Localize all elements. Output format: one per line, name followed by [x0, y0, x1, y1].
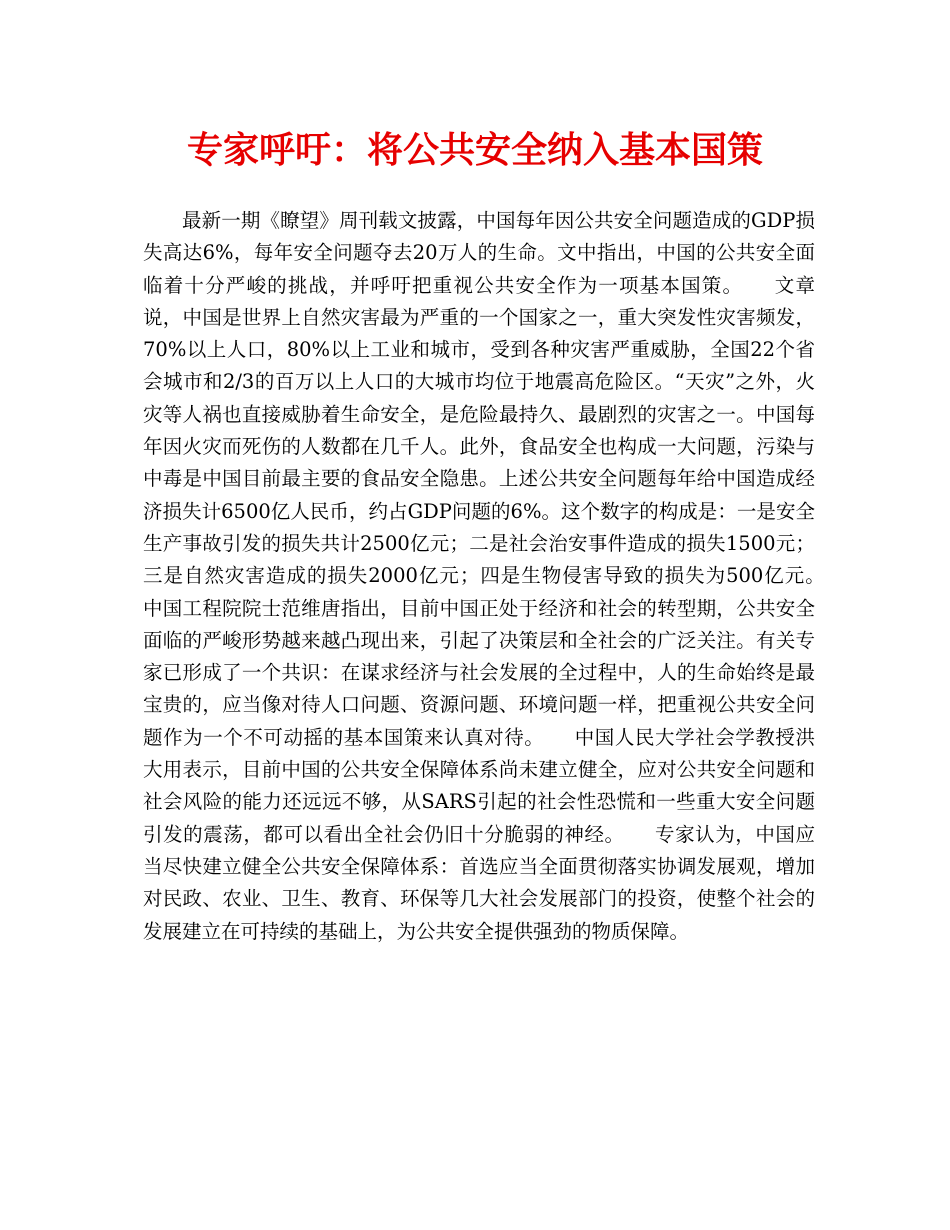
document-title: 专家呼吁：将公共安全纳入基本国策 — [186, 129, 763, 171]
document-body-paragraph: 最新一期《瞭望》周刊载文披露，中国每年因公共安全问题造成的GDP损失高达6%，每年安全问题夺去20万人的生命。文中指出，中国的公共安全面临着十分严峻的挑战，并呼吁把重视公共安全作为一项基本国策。 文章说，中国是世界上自然灾害最为严重的一个国家之一，重大突发性灾害频发，70%以上人口，80%以上工业和城市，受到各种灾害严重威胁，全国22个省会城市和2/3的百万以上人口的大城市均位于地震高危险区。“天灾”之外，火灾等人祸也直接威胁着生命安全，是危险最持久、最剧烈的灾害之一。中国每年因火灾而死伤的人数都在几千人。此外，食品安全也构成一大问题，污染与中毒是中国目前最主要的食品安全隐患。上述公共安全问题每年给中国造成经济损失计6500亿人民币，约占GDP问题的6%。这个数字的构成是：一是安全生产事故引发的损失共计2500亿元；二是社会治安事件造成的损失1500元；三是自然灾害造成的损失2000亿元；四是生物侵害导致的损失为500亿元。 中国工程院院士范维唐指出，目前中国正处于经济和社会的转型期，公共安全面临的严峻形势越来越凸现出来，引起了决策层和全社会的广泛关注。有关专家已形成了一个共识：在谋求经济与社会发展的全过程中，人的生命始终是最宝贵的，应当像对待人口问题、资源问题、环境问题一样，把重视公共安全问题作为一个不可动摇的基本国策来认真对待。 中国人民大学社会学教授洪大用表示，目前中国的公共安全保障体系尚未建立健全，应对公共安全问题和社会风险的能力还远远不够，从SARS引起的社会性恐慌和一些重大安全问题引发的震荡，都可以看出全社会仍旧十分脆弱的神经。 专家认为，中国应当尽快建立健全公共安全保障体系：首选应当全面贯彻落实协调发展观，增加对民政、农业、卫生、教育、环保等几大社会发展部门的投资，使整个社会的发展建立在可持续的基础上，为公共安全提供强劲的物质保障。 — [143, 209, 855, 943]
